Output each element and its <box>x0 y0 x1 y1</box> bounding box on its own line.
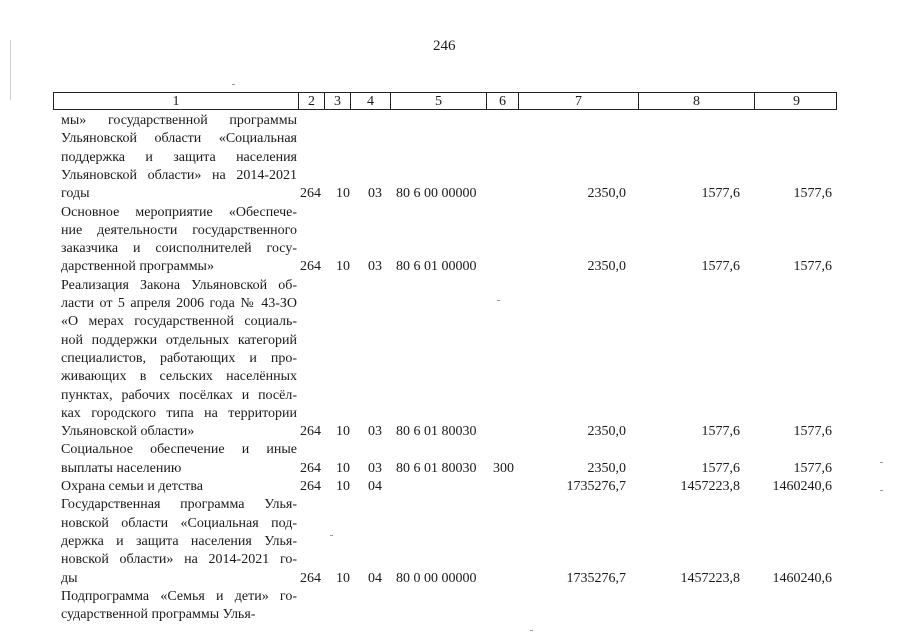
cell-pr: 04 <box>368 479 382 494</box>
cell-csr: 80 6 01 00000 <box>396 259 477 275</box>
scan-mark <box>232 84 235 85</box>
row-name-line: ды <box>61 570 78 586</box>
cell-pr: 04 <box>368 570 382 586</box>
cell-y2020: 1577,6 <box>701 460 740 476</box>
row-name-line: ласти от 5 апреля 2006 года № 43-ЗО <box>61 296 297 311</box>
row-name-line: Ульяновской области» <box>61 424 195 440</box>
cell-csr: 80 6 00 00000 <box>396 186 477 202</box>
row-name-line: годы <box>61 186 90 202</box>
row-name-line: Охрана семьи и детства <box>61 479 203 494</box>
cell-grbs: 264 <box>300 460 321 476</box>
cell-y2020: 1577,6 <box>701 259 740 275</box>
cell-y2019: 2350,0 <box>587 424 626 440</box>
cell-rz: 10 <box>336 259 350 275</box>
header-cell-3: 3 <box>324 93 350 110</box>
scan-mark <box>10 40 11 100</box>
row-name-line: Реализация Закона Ульяновской об- <box>61 277 297 293</box>
row-name-line: живающих в сельских населённых <box>61 369 297 385</box>
row-name-line: ках городского типа на территории <box>61 405 297 421</box>
row-name-line: новской области» на 2014-2021 го- <box>61 552 297 568</box>
cell-grbs: 264 <box>300 570 321 586</box>
row-name-line: мы» государственной программы <box>61 113 297 128</box>
cell-pr: 03 <box>368 460 382 476</box>
header-cell-8: 8 <box>638 93 754 110</box>
row-name-line: сударственной программы Улья- <box>61 607 256 623</box>
row-name-line: дарственной программы» <box>61 259 214 275</box>
cell-y2021: 1460240,6 <box>772 479 832 494</box>
scan-mark <box>530 630 533 631</box>
scan-mark <box>330 535 333 536</box>
row-name-line: Ульяновской области «Социальная <box>61 131 297 147</box>
row-name-line: «О мерах государственной социаль- <box>61 314 297 330</box>
cell-pr: 03 <box>368 424 382 440</box>
row-name-line: держка и защита населения Улья- <box>61 533 297 549</box>
scan-mark <box>880 490 883 491</box>
table-header <box>53 92 837 110</box>
cell-y2020: 1457223,8 <box>680 570 740 586</box>
cell-y2019: 2350,0 <box>587 259 626 275</box>
row-name-line: ной поддержки отдельных категорий <box>61 332 297 348</box>
cell-y2021: 1577,6 <box>793 424 832 440</box>
cell-grbs: 264 <box>300 424 321 440</box>
row-name-line: специалистов, работающих и про- <box>61 350 297 366</box>
cell-vr: 300 <box>493 460 514 476</box>
cell-csr: 80 6 01 80030 <box>396 460 477 476</box>
header-cell-6: 6 <box>486 93 518 110</box>
row-name-line: пунктах, рабочих посёлках и посёл- <box>61 387 297 403</box>
cell-rz: 10 <box>336 570 350 586</box>
cell-y2019: 1735276,7 <box>566 570 626 586</box>
cell-y2020: 1457223,8 <box>680 479 740 494</box>
cell-y2019: 1735276,7 <box>566 479 626 494</box>
scan-mark <box>880 462 883 463</box>
cell-y2021: 1577,6 <box>793 259 832 275</box>
row-name-line: Государственная программа Улья- <box>61 497 297 513</box>
cell-pr: 03 <box>368 259 382 275</box>
cell-y2020: 1577,6 <box>701 424 740 440</box>
row-name-line: заказчика и соисполнителей госу- <box>61 241 297 257</box>
cell-rz: 10 <box>336 460 350 476</box>
row-name-line: поддержка и защита населения <box>61 149 297 165</box>
cell-pr: 03 <box>368 186 382 202</box>
header-cell-4: 4 <box>350 93 390 110</box>
cell-y2021: 1460240,6 <box>772 570 832 586</box>
header-cell-7: 7 <box>518 93 638 110</box>
header-cell-2: 2 <box>298 93 324 110</box>
row-name-line: Социальное обеспечение и иные <box>61 442 297 458</box>
header-cell-9: 9 <box>754 93 838 110</box>
header-cell-5: 5 <box>390 93 486 110</box>
scan-mark <box>497 300 500 301</box>
cell-y2020: 1577,6 <box>701 186 740 202</box>
row-name-line: Основное мероприятие «Обеспече- <box>61 204 297 220</box>
header-cell-1: 1 <box>172 94 180 109</box>
cell-rz: 10 <box>336 479 350 494</box>
cell-csr: 80 0 00 00000 <box>396 570 477 586</box>
cell-grbs: 264 <box>300 479 321 494</box>
cell-y2021: 1577,6 <box>793 186 832 202</box>
cell-y2019: 2350,0 <box>587 460 626 476</box>
cell-y2021: 1577,6 <box>793 460 832 476</box>
row-name-line: Подпрограмма «Семья и дети» го- <box>61 588 297 604</box>
row-name-line: ние деятельности государственного <box>61 222 297 238</box>
cell-rz: 10 <box>336 186 350 202</box>
row-name-line: Ульяновской области» на 2014-2021 <box>61 167 297 183</box>
cell-csr: 80 6 01 80030 <box>396 424 477 440</box>
row-name-line: новской области «Социальная под- <box>61 515 297 531</box>
cell-rz: 10 <box>336 424 350 440</box>
row-name-line: выплаты населению <box>61 460 182 476</box>
cell-grbs: 264 <box>300 186 321 202</box>
page-number: 246 <box>433 38 456 54</box>
cell-y2019: 2350,0 <box>587 186 626 202</box>
cell-grbs: 264 <box>300 259 321 275</box>
